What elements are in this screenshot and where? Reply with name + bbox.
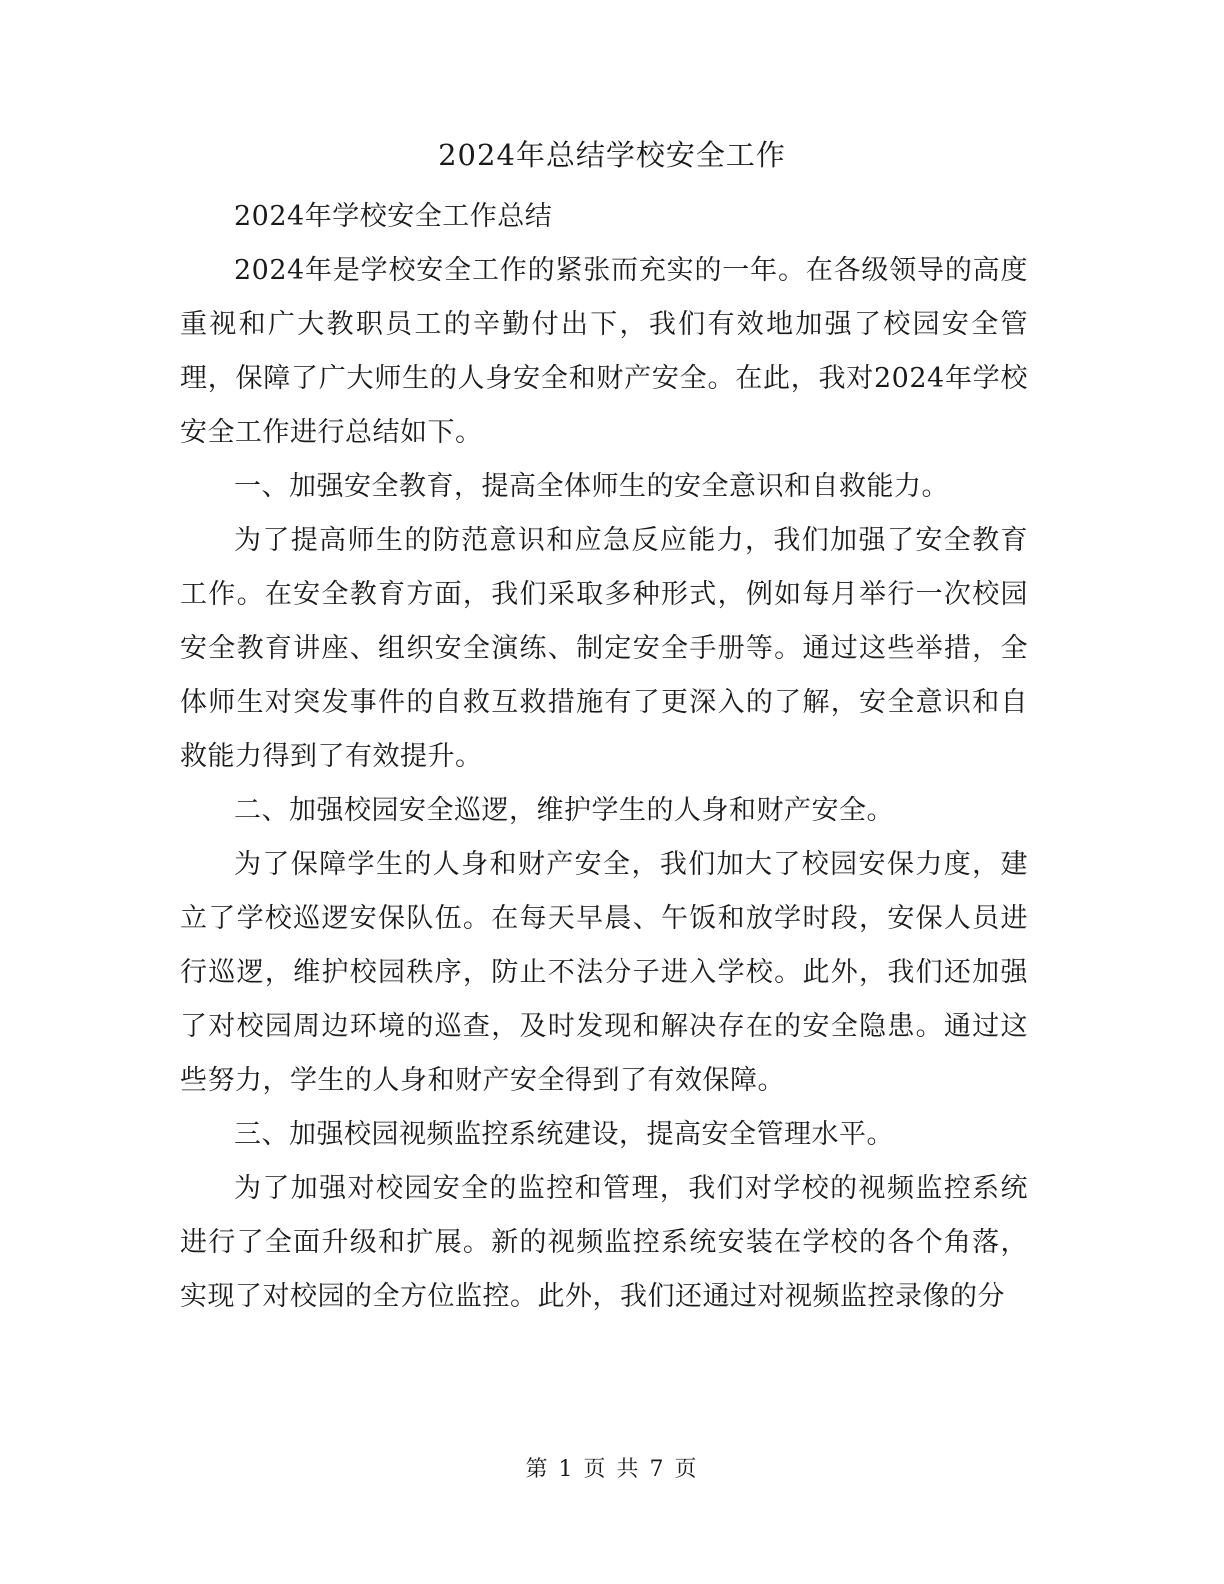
subtitle-paragraph: 2024年学校安全工作总结 [234,201,553,232]
section-paragraph-1: 为了提高师生的防范意识和应急反应能力，我们加强了安全教育工作。在安全教育方面，我们采取多种形式，例如每月举行一次校园安全教育讲座、组织安全演练、制定安全手册等。通过这些举措，全体师生对突发事件的自救互救措施有了更深入的了解，安全意识和自救能力得到了有效提升。 [180,525,1028,772]
section-heading-3: 三、加强校园视频监控系统建设，提高安全管理水平。 [234,1119,894,1150]
section-heading-1: 一、加强安全教育，提高全体师生的安全意识和自救能力。 [234,471,949,502]
section-heading-2: 二、加强校园安全巡逻，维护学生的人身和财产安全。 [234,795,894,826]
intro-paragraph: 2024年是学校安全工作的紧张而充实的一年。在各级领导的高度重视和广大教职员工的辛勤付出下，我们有效地加强了校园安全管理，保障了广大师生的人身安全和财产安全。在此，我对2024年学校安全工作进行总结如下。 [180,255,1028,448]
document-body [180,190,1028,1324]
section-paragraph-2: 为了保障学生的人身和财产安全，我们加大了校园安保力度，建立了学校巡逻安保队伍。在每天早晨、午饭和放学时段，安保人员进行巡逻，维护校园秩序，防止不法分子进入学校。此外，我们还加强了对校园周边环境的巡查，及时发现和解决存在的安全隐患。通过这些努力，学生的人身和财产安全得到了有效保障。 [180,849,1028,1096]
document-title: 2024年总结学校安全工作 [438,138,786,172]
section-paragraph-3: 为了加强对校园安全的监控和管理，我们对学校的视频监控系统进行了全面升级和扩展。新的视频监控系统安装在学校的各个角落，实现了对校园的全方位监控。此外，我们还通过对视频监控录像的分 [180,1173,1028,1312]
page-number-footer: 第 1 页 共 7 页 [525,1457,699,1482]
